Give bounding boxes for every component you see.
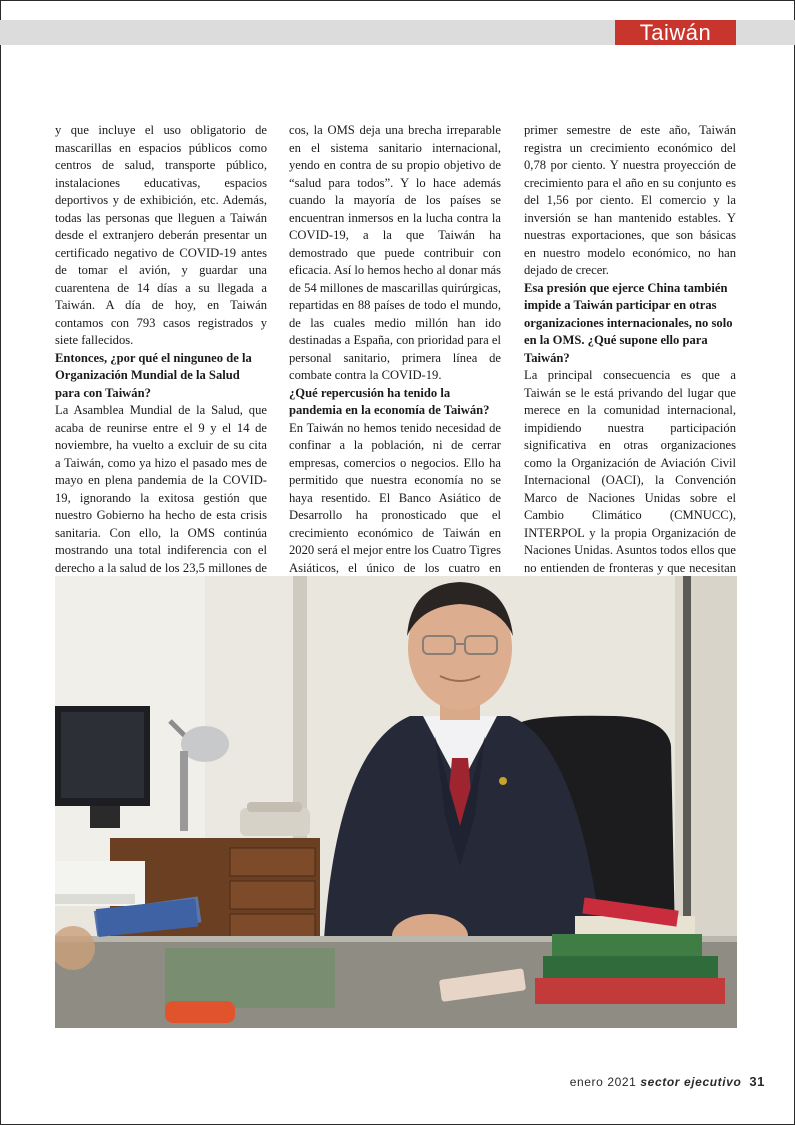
issue-month: enero [569,1075,604,1089]
paragraph: y que incluye el uso obligatorio de mascarillas en espacios públicos como centros de salud, transporte público, instalaciones educativas, espacios deportivos y de exhibición, etc. Además, todas las personas que lleguen a Taiwán desde el extranjero deberán presentar un certificado negativo de COVID-19 antes de tomar el avión, y guardar una cuarentena de 14 días a su llegada a Taiwán. A día de hoy, en Taiwán contamos con 793 casos registrados y siete fallecidos. [55,123,267,347]
page-number: 31 [749,1074,765,1089]
paragraph: cos, la OMS deja una brecha irreparable en el sistema sanitario internacional, yendo en contra de su propio objetivo de “salud para todos”. Y lo hace además cuando la mayoría de los países se encuentran inmersos en la lucha contra la COVID-19, a la que Taiwán ha demostrado que puede contribuir con eficacia. Así lo hemos hecho al donar más de 54 millones de mascarillas quirúrgicas, repartidas en 88 países de todo el mundo, de las cuales medio millón han ido destinadas a España, con prioridad para el personal sanitario, primera línea de combate contra la COVID-19. [289,123,501,382]
interview-question: Entonces, ¿por qué el ninguneo de la Organización Mundial de la Salud para con Taiwán? [55,350,252,400]
article-column-1 [55,122,267,612]
article-column-3 [524,122,736,612]
paragraph-text: La principal consecuencia es que a Taiwán se le está privando del lugar que merece en la comunidad internacional, impidiendo nuestra participación significativa en otras organizaciones como la Organización de Aviación Civil Internacional (OACI), la Convención Marco de Naciones Unidas sobre el Cambio Climático (CMNUCC), INTERPOL y la propia Organización de Naciones Unidas. Asuntos todos ellos que no entienden de fronteras y que necesitan [524,368,736,575]
paragraph: primer semestre de este año, Taiwán registra un crecimiento económico del 0,78 por ciento. Y nuestra proyección de crecimiento para el año en su conjunto es del 1,56 por ciento. El comercio y la inversión se han mantenido estables. Y nuestras exportaciones, que son básicas en nuestro modelo económico, no han dejado de crecer. [524,123,736,277]
office-portrait-illustration [55,576,737,1028]
interview-question: ¿Qué repercusión ha tenido la pandemia en la economía de Taiwán? [289,385,490,417]
issue-year: 2021 [607,1075,637,1089]
interview-question: Esa presión que ejerce China también impide a Taiwán participar en otras organizaciones internacionales, no solo en la OMS. ¿Qué supone ello para Taiwán? [524,280,733,365]
portrait-photo [55,576,737,1028]
section-tag: Taiwán [615,20,736,45]
page-footer [570,1074,765,1089]
article-column-2 [289,122,501,595]
paragraph: En Taiwán no hemos tenido necesidad de confinar a la población, ni de cerrar empresas, comercios o negocios. Ello ha permitido que nuestra economía no se haya resentido. El Banco Asiático de Desarrollo ha pronosticado que el crecimiento económico de Taiwán en 2020 será el mejor entre los Cuatro Tigres Asiáticos, el único de los cuatro en [289,420,501,575]
paragraph: La Asamblea Mundial de la Salud, que acaba de reunirse entre el 9 y el 14 de noviembre, ha vuelto a excluir de su cita a Taiwán, como ya hizo el pasado mes de mayo en plena pandemia de la COVID-19, ignorando la exitosa gestión que nuestro Gobierno ha hecho de esta crisis sanitaria. Con ello, la OMS continúa mostrando una total indiferencia con el derecho a la salud de los 23,5 millones de [55,403,267,575]
magazine-name: sector ejecutivo [640,1075,742,1089]
